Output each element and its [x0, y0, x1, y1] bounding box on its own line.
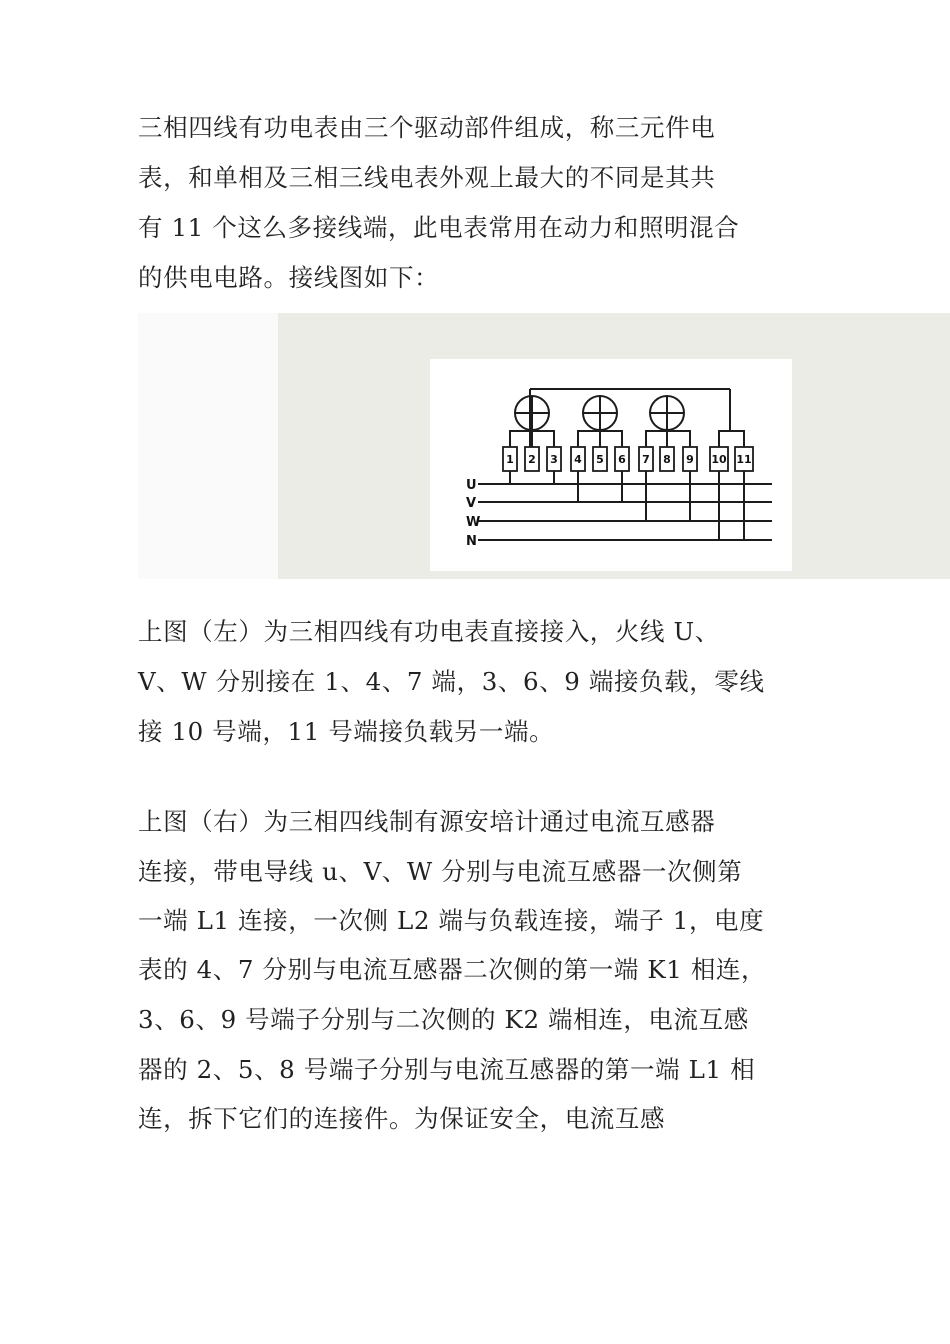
- terminal-block: [735, 447, 753, 471]
- svg-text:2: 2: [528, 453, 536, 466]
- text-line: 连，拆下它们的连接件。为保证安全，电流互感: [138, 1104, 666, 1133]
- text-line: 上图（右）为三相四线制有源安培计通过电流互感器: [138, 807, 716, 836]
- terminal-block: [503, 447, 517, 471]
- svg-text:9: 9: [686, 453, 694, 466]
- meter-element-circle: [650, 396, 684, 430]
- phase-label: V: [466, 496, 477, 511]
- wiring-diagram: [430, 359, 792, 571]
- wiring-diagram-svg: [430, 359, 792, 571]
- svg-text:6: 6: [618, 453, 626, 466]
- svg-text:1: 1: [506, 453, 514, 466]
- svg-text:3: 3: [550, 453, 558, 466]
- terminal-block: [710, 447, 728, 471]
- text-line: 表的 4、7 分别与电流互感器二次侧的第一端 K1 相连，: [138, 955, 767, 984]
- svg-text:4: 4: [574, 453, 582, 466]
- svg-text:7: 7: [642, 453, 650, 466]
- terminal-block: [547, 447, 561, 471]
- text-line: 的供电电路。接线图如下：: [138, 263, 440, 292]
- terminal-block: [615, 447, 629, 471]
- text-line: 3、6、9 号端子分别与二次侧的 K2 端相连，电流互感: [138, 1005, 749, 1034]
- terminal-block: [639, 447, 653, 471]
- text-line: 一端 L1 连接，一次侧 L2 端与负载连接，端子 1，电度: [138, 906, 765, 935]
- svg-text:11: 11: [736, 453, 752, 466]
- figure-left-blank: [138, 313, 278, 579]
- terminal-block: [571, 447, 585, 471]
- svg-text:5: 5: [596, 453, 604, 466]
- text-line: 器的 2、5、8 号端子分别与电流互感器的第一端 L1 相: [138, 1055, 756, 1084]
- svg-text:10: 10: [711, 453, 727, 466]
- terminal-block: [593, 447, 607, 471]
- text-line: 有 11 个这么多接线端，此电表常用在动力和照明混合: [138, 213, 740, 242]
- phase-label: U: [466, 478, 477, 493]
- terminal-block: [525, 447, 539, 471]
- text-line: 上图（左）为三相四线有功电表直接接入，火线 U、: [138, 617, 720, 646]
- meter-element-circle: [515, 396, 549, 430]
- svg-text:8: 8: [663, 453, 671, 466]
- text-line: V、W 分别接在 1、4、7 端，3、6、9 端接负载，零线: [138, 667, 765, 696]
- text-line: 表，和单相及三相三线电表外观上最大的不同是其共: [138, 163, 716, 192]
- meter-element-circle: [583, 396, 617, 430]
- terminal-block: [660, 447, 674, 471]
- terminal-block: [683, 447, 697, 471]
- text-line: 三相四线有功电表由三个驱动部件组成，称三元件电: [138, 113, 716, 142]
- text-line: 连接，带电导线 u、V、W 分别与电流互感器一次侧第: [138, 857, 743, 886]
- phase-label: W: [466, 515, 481, 530]
- text-line: 接 10 号端，11 号端接负载另一端。: [138, 717, 555, 746]
- phase-label: N: [466, 534, 477, 549]
